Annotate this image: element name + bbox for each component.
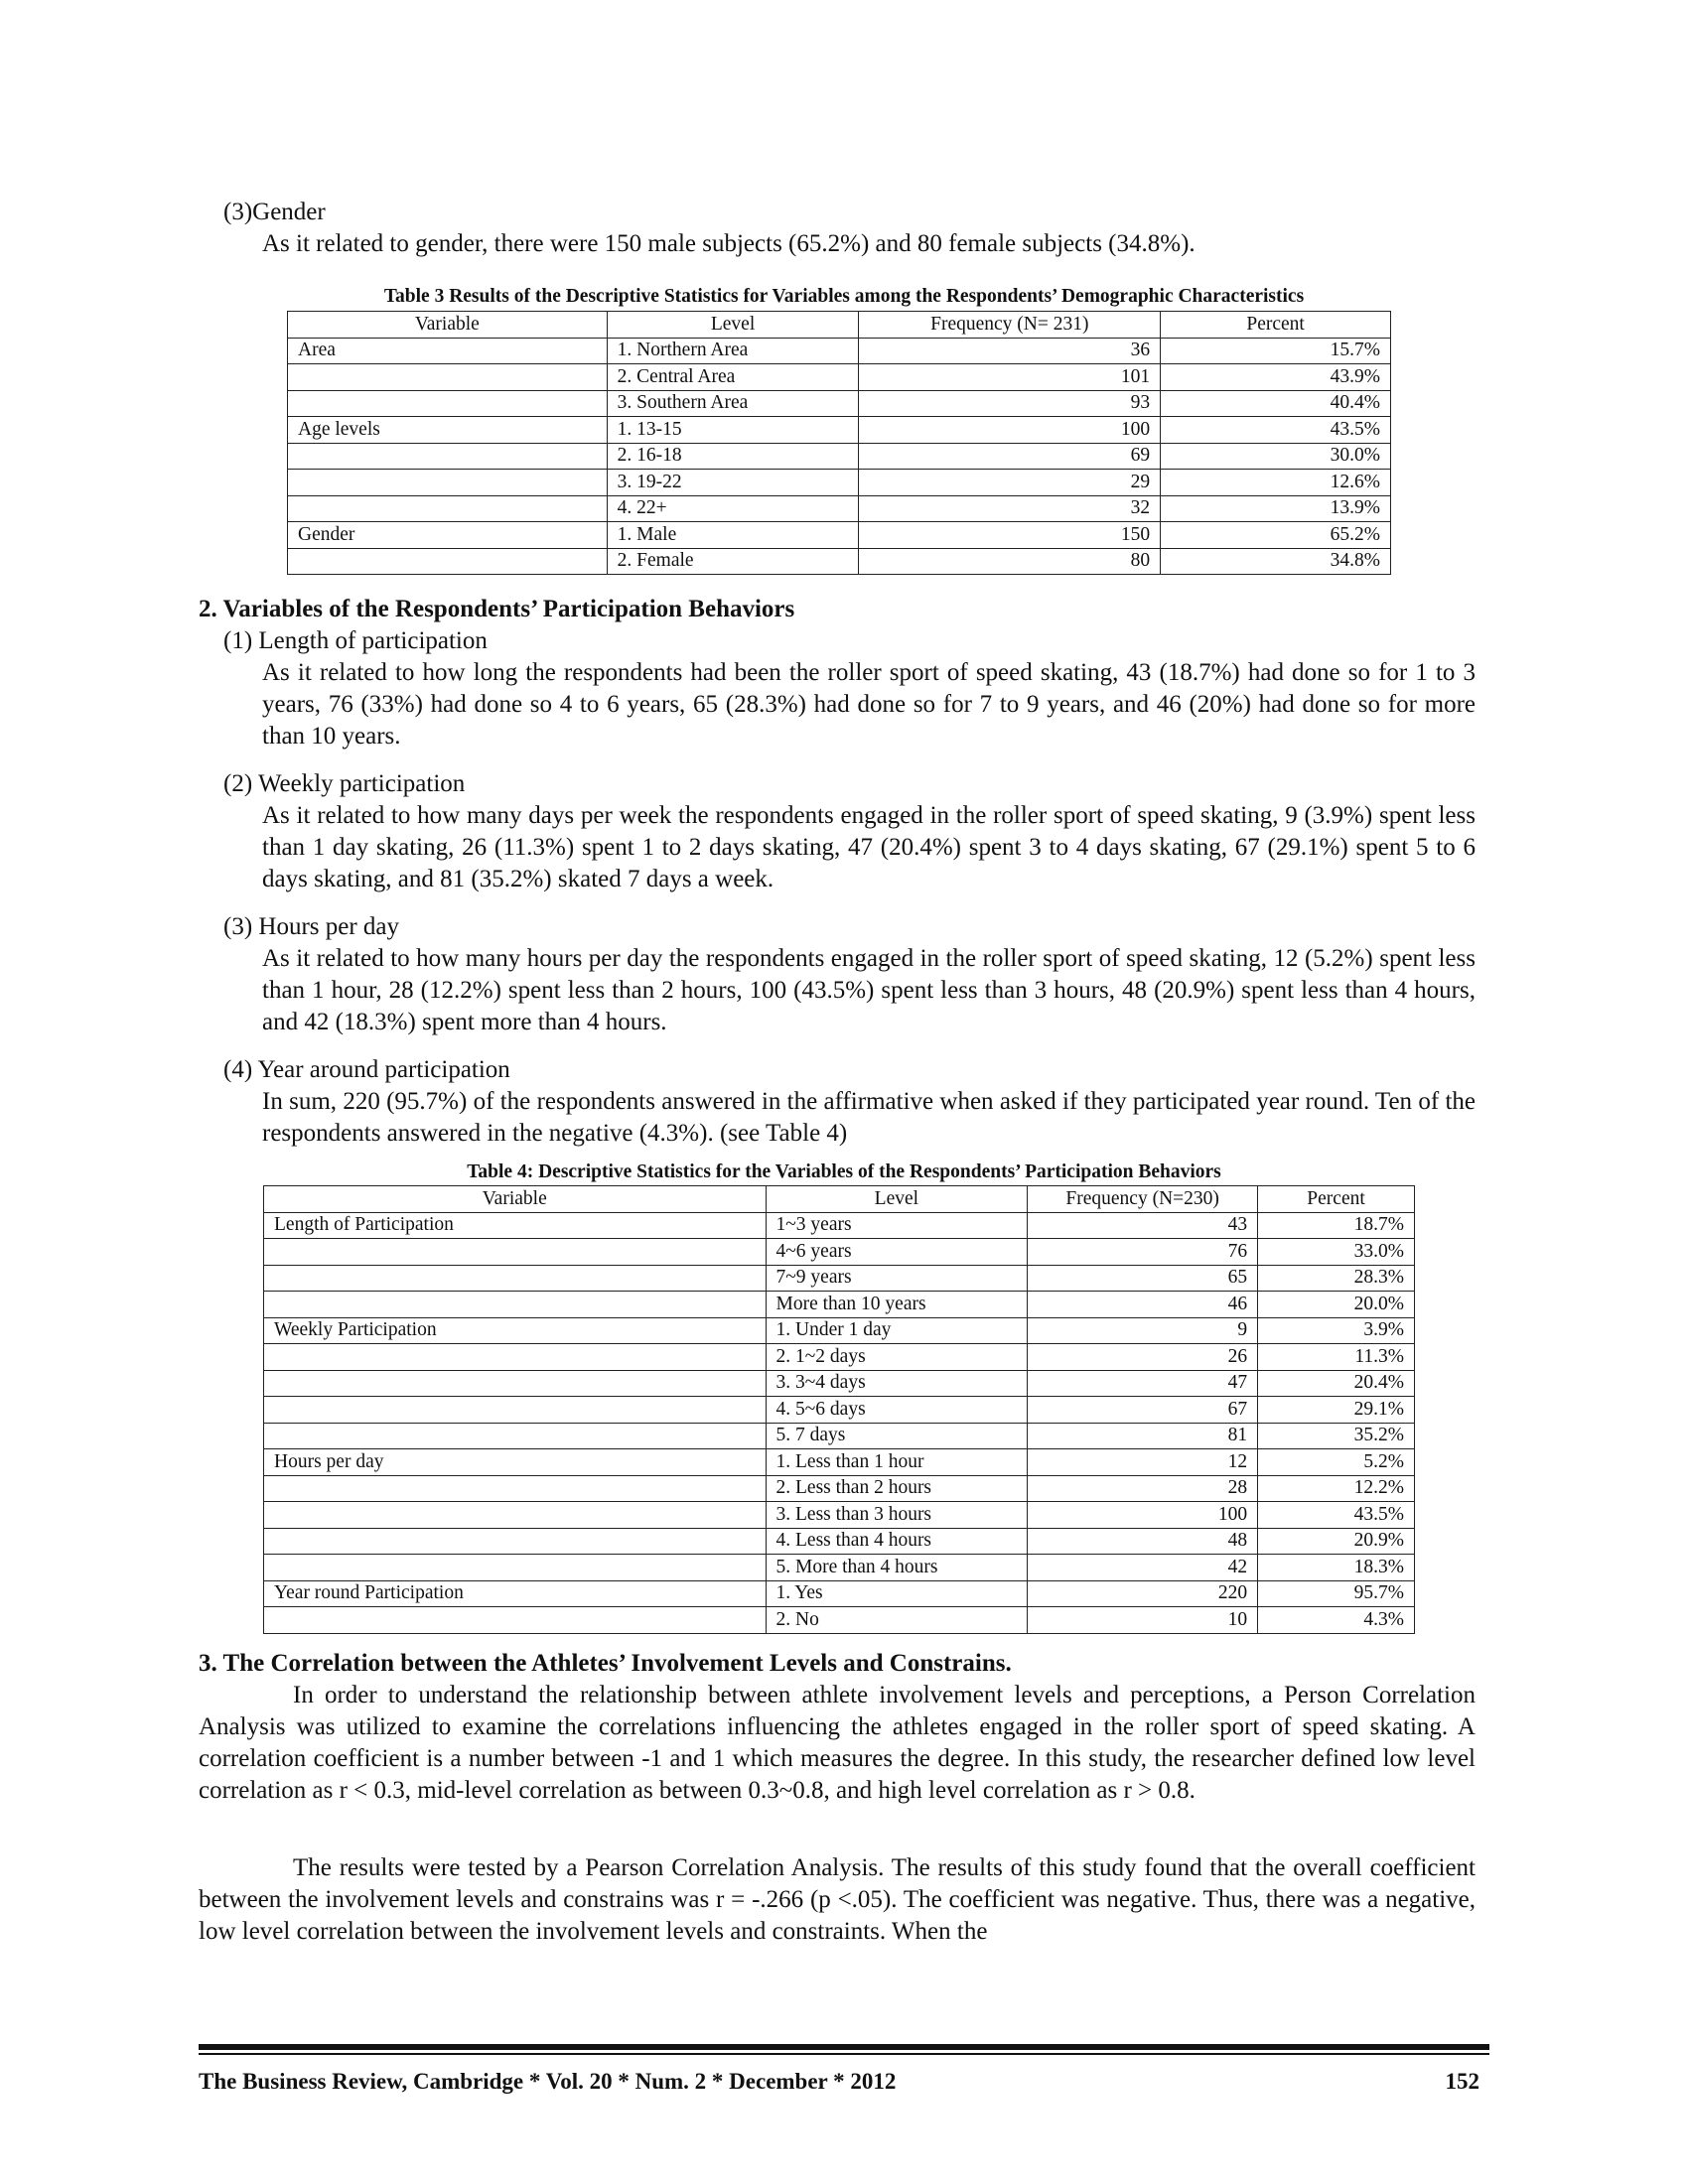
table4-cell: 43.5% bbox=[1258, 1502, 1415, 1529]
table4-cell: 4. Less than 4 hours bbox=[766, 1528, 1028, 1555]
footer-rule-thick bbox=[199, 2044, 1489, 2050]
table4-cell: 81 bbox=[1028, 1423, 1258, 1449]
table3-row bbox=[288, 495, 1391, 522]
table3-row bbox=[288, 522, 1391, 549]
footer-rule-thin bbox=[199, 2053, 1489, 2055]
table3-row bbox=[288, 390, 1391, 417]
table3-row bbox=[288, 470, 1391, 496]
table4-cell: 28 bbox=[1028, 1475, 1258, 1502]
weekly-paragraph: As it related to how many days per week the respondents engaged in the roller sport of speed skating, 9 (3.9%) spent less than 1 day skating, 26 (11.3%) spent 1 to 2 days skating, 47 (20.4%) spent 3 to 4 days skating, 67 (29.1%) spent 5 to 6 days skating, and 81 (35.2%) skated 7 days a week. bbox=[262, 802, 1476, 892]
table4-row bbox=[264, 1423, 1415, 1449]
table3-cell: 1. Northern Area bbox=[607, 338, 859, 364]
table3-cell: 3. Southern Area bbox=[607, 390, 859, 417]
table4-cell bbox=[264, 1607, 767, 1634]
table4-cell: 4. 5~6 days bbox=[766, 1397, 1028, 1424]
table3-cell: 34.8% bbox=[1161, 548, 1391, 575]
table4-cell bbox=[264, 1475, 767, 1502]
length-heading: (1) Length of participation bbox=[223, 627, 488, 654]
table4-row bbox=[264, 1212, 1415, 1239]
table4-cell: More than 10 years bbox=[766, 1292, 1028, 1318]
table4-cell bbox=[264, 1370, 767, 1397]
table4-cell bbox=[264, 1344, 767, 1371]
table4-caption: Table 4: Descriptive Statistics for the Variables of the Respondents’ Participation Behaviors bbox=[467, 1161, 1221, 1182]
table3-cell: 43.5% bbox=[1161, 417, 1391, 444]
table4-cell: 42 bbox=[1028, 1555, 1258, 1581]
table3-cell: Area bbox=[288, 338, 608, 364]
table4-cell: 220 bbox=[1028, 1580, 1258, 1607]
table4-row bbox=[264, 1555, 1415, 1581]
section2-heading: 2. Variables of the Respondents’ Participation Behaviors bbox=[199, 596, 795, 622]
table3-cell: 4. 22+ bbox=[607, 495, 859, 522]
table4-cell bbox=[264, 1397, 767, 1424]
table4-cell bbox=[264, 1528, 767, 1555]
table4-cell: Year round Participation bbox=[264, 1580, 767, 1607]
table4-cell: 1~3 years bbox=[766, 1212, 1028, 1239]
table3-row bbox=[288, 443, 1391, 470]
table4-cell: 9 bbox=[1028, 1317, 1258, 1344]
table4-cell: 20.0% bbox=[1258, 1292, 1415, 1318]
table4-cell: 7~9 years bbox=[766, 1265, 1028, 1292]
table4-cell: 29.1% bbox=[1258, 1397, 1415, 1424]
table4-cell: 2. Less than 2 hours bbox=[766, 1475, 1028, 1502]
table4-cell: 3. 3~4 days bbox=[766, 1370, 1028, 1397]
table4-cell: 20.9% bbox=[1258, 1528, 1415, 1555]
table4-cell: Length of Participation bbox=[264, 1212, 767, 1239]
page-footer bbox=[199, 2067, 1479, 2097]
table4-cell: 11.3% bbox=[1258, 1344, 1415, 1371]
table4-cell: 3. Less than 3 hours bbox=[766, 1502, 1028, 1529]
table4-cell: 67 bbox=[1028, 1397, 1258, 1424]
table4-cell: 2. No bbox=[766, 1607, 1028, 1634]
page-number: 152 bbox=[1445, 2069, 1479, 2094]
table4-cell: 1. Less than 1 hour bbox=[766, 1449, 1028, 1476]
table4-cell: 4~6 years bbox=[766, 1239, 1028, 1266]
table4-cell: 3.9% bbox=[1258, 1317, 1415, 1344]
table3-cell: Age levels bbox=[288, 417, 608, 444]
table3-header-cell: Percent bbox=[1161, 312, 1391, 339]
table3-header-row bbox=[288, 312, 1391, 339]
footer-journal-citation: The Business Review, Cambridge * Vol. 20 * Num. 2 * December * 2012 bbox=[199, 2069, 897, 2094]
table4-cell: 4.3% bbox=[1258, 1607, 1415, 1634]
table4-cell: 1. Yes bbox=[766, 1580, 1028, 1607]
table4-header-cell: Level bbox=[766, 1186, 1028, 1213]
gender-heading: (3)Gender bbox=[223, 199, 326, 225]
table3-cell: 40.4% bbox=[1161, 390, 1391, 417]
table3-cell: 12.6% bbox=[1161, 470, 1391, 496]
table3-cell: 2. 16-18 bbox=[607, 443, 859, 470]
table3-cell: 36 bbox=[859, 338, 1161, 364]
table4-cell: 10 bbox=[1028, 1607, 1258, 1634]
table4-cell: 5.2% bbox=[1258, 1449, 1415, 1476]
table4-cell: 43 bbox=[1028, 1212, 1258, 1239]
table4-cell: 12 bbox=[1028, 1449, 1258, 1476]
section3-paragraph-1: In order to understand the relationship between athlete involvement levels and perceptions, a Person Correlation Analysis was utilized to examine the correlations influencing the athletes engaged in the roller sport of speed skating. A correlation coefficient is a number between -1 and 1 which measures the degree. In this study, the researcher defined low level correlation as r < 0.3, mid-level correlation as between 0.3~0.8, and high level correlation as r > 0.8. bbox=[199, 1682, 1476, 1804]
table4-cell: 5. 7 days bbox=[766, 1423, 1028, 1449]
table4-cell: 1. Under 1 day bbox=[766, 1317, 1028, 1344]
table4-cell: 65 bbox=[1028, 1265, 1258, 1292]
length-paragraph: As it related to how long the respondents had been the roller sport of speed skating, 43 (18.7%) had done so for 1 to 3 years, 76 (33%) had done so 4 to 6 years, 65 (28.3%) had done so for 7 to 9 years, and 46 (20%) had done so for more than 10 years. bbox=[262, 659, 1476, 750]
table3-row bbox=[288, 548, 1391, 575]
table4-cell: 18.7% bbox=[1258, 1212, 1415, 1239]
table3-cell: 2. Central Area bbox=[607, 364, 859, 391]
table4-row bbox=[264, 1292, 1415, 1318]
table3-cell: 80 bbox=[859, 548, 1161, 575]
table3-cell: 43.9% bbox=[1161, 364, 1391, 391]
table4-cell: 35.2% bbox=[1258, 1423, 1415, 1449]
table3-cell: 101 bbox=[859, 364, 1161, 391]
table3-cell: 30.0% bbox=[1161, 443, 1391, 470]
table4 bbox=[263, 1185, 1415, 1634]
table3-row bbox=[288, 364, 1391, 391]
gender-paragraph: As it related to gender, there were 150 male subjects (65.2%) and 80 female subjects (34.8%). bbox=[262, 230, 1196, 257]
table4-cell: 76 bbox=[1028, 1239, 1258, 1266]
table4-row bbox=[264, 1344, 1415, 1371]
table4-cell bbox=[264, 1555, 767, 1581]
table4-row bbox=[264, 1370, 1415, 1397]
yearround-paragraph: In sum, 220 (95.7%) of the respondents answered in the affirmative when asked if they participated year round. Ten of the respondents answered in the negative (4.3%). (see Table 4) bbox=[262, 1088, 1476, 1147]
table4-cell bbox=[264, 1292, 767, 1318]
table4-row bbox=[264, 1449, 1415, 1476]
table3-cell bbox=[288, 470, 608, 496]
table3-cell: 1. Male bbox=[607, 522, 859, 549]
table4-cell: 20.4% bbox=[1258, 1370, 1415, 1397]
table3-cell: 1. 13-15 bbox=[607, 417, 859, 444]
table4-header-cell: Frequency (N=230) bbox=[1028, 1186, 1258, 1213]
table4-cell: 100 bbox=[1028, 1502, 1258, 1529]
table3-cell: 100 bbox=[859, 417, 1161, 444]
table3-cell: 65.2% bbox=[1161, 522, 1391, 549]
yearround-heading: (4) Year around participation bbox=[223, 1056, 510, 1083]
table4-cell: 95.7% bbox=[1258, 1580, 1415, 1607]
weekly-heading: (2) Weekly participation bbox=[223, 770, 466, 797]
table4-header-cell: Percent bbox=[1258, 1186, 1415, 1213]
table3-cell: 13.9% bbox=[1161, 495, 1391, 522]
hours-paragraph: As it related to how many hours per day the respondents engaged in the roller sport of speed skating, 12 (5.2%) spent less than 1 hour, 28 (12.2%) spent less than 2 hours, 100 (43.5%) spent less than 3 hours, 48 (20.9%) spent less than 4 hours, and 42 (18.3%) spent more than 4 hours. bbox=[262, 945, 1476, 1035]
table4-cell: 33.0% bbox=[1258, 1239, 1415, 1266]
table3-cell: 32 bbox=[859, 495, 1161, 522]
section3-heading: 3. The Correlation between the Athletes’ Involvement Levels and Constrains. bbox=[199, 1650, 1012, 1677]
table3-cell bbox=[288, 548, 608, 575]
table4-header-cell: Variable bbox=[264, 1186, 767, 1213]
table3-header-cell: Level bbox=[607, 312, 859, 339]
table4-cell: 46 bbox=[1028, 1292, 1258, 1318]
table3-header-cell: Variable bbox=[288, 312, 608, 339]
table4-row bbox=[264, 1528, 1415, 1555]
table3-caption: Table 3 Results of the Descriptive Statistics for Variables among the Respondents’ Demographic Characteristics bbox=[383, 286, 1305, 307]
table4-cell: 18.3% bbox=[1258, 1555, 1415, 1581]
table4-row bbox=[264, 1502, 1415, 1529]
table3-cell bbox=[288, 495, 608, 522]
table3-cell: 150 bbox=[859, 522, 1161, 549]
table4-row bbox=[264, 1317, 1415, 1344]
table4-row bbox=[264, 1475, 1415, 1502]
table4-cell: 26 bbox=[1028, 1344, 1258, 1371]
table3-cell: 15.7% bbox=[1161, 338, 1391, 364]
table4-row bbox=[264, 1580, 1415, 1607]
table3-cell bbox=[288, 364, 608, 391]
table4-row bbox=[264, 1239, 1415, 1266]
table3-row bbox=[288, 417, 1391, 444]
table3-cell: 29 bbox=[859, 470, 1161, 496]
table4-cell: Hours per day bbox=[264, 1449, 767, 1476]
table4-cell bbox=[264, 1265, 767, 1292]
table3-header-cell: Frequency (N= 231) bbox=[859, 312, 1161, 339]
table4-cell: 2. 1~2 days bbox=[766, 1344, 1028, 1371]
section3-paragraph-2: The results were tested by a Pearson Correlation Analysis. The results of this study found that the overall coefficient between the involvement levels and constrains was r = -.266 (p <.05). The coefficient was negative. Thus, there was a negative, low level correlation between the involvement levels and constraints. When the bbox=[199, 1854, 1476, 1945]
table3-cell: 93 bbox=[859, 390, 1161, 417]
table4-row bbox=[264, 1607, 1415, 1634]
table4-cell bbox=[264, 1423, 767, 1449]
table4-row bbox=[264, 1265, 1415, 1292]
table4-row bbox=[264, 1397, 1415, 1424]
table3-row bbox=[288, 338, 1391, 364]
table3 bbox=[287, 311, 1391, 575]
hours-heading: (3) Hours per day bbox=[223, 913, 400, 940]
table3-cell: 69 bbox=[859, 443, 1161, 470]
table4-cell: 12.2% bbox=[1258, 1475, 1415, 1502]
table3-cell: Gender bbox=[288, 522, 608, 549]
table4-cell: 28.3% bbox=[1258, 1265, 1415, 1292]
table4-cell: 47 bbox=[1028, 1370, 1258, 1397]
table4-cell bbox=[264, 1502, 767, 1529]
table4-cell: Weekly Participation bbox=[264, 1317, 767, 1344]
table4-cell: 48 bbox=[1028, 1528, 1258, 1555]
table3-cell: 3. 19-22 bbox=[607, 470, 859, 496]
table4-cell bbox=[264, 1239, 767, 1266]
table3-cell bbox=[288, 390, 608, 417]
table4-cell: 5. More than 4 hours bbox=[766, 1555, 1028, 1581]
table3-cell: 2. Female bbox=[607, 548, 859, 575]
table4-header-row bbox=[264, 1186, 1415, 1213]
table3-cell bbox=[288, 443, 608, 470]
